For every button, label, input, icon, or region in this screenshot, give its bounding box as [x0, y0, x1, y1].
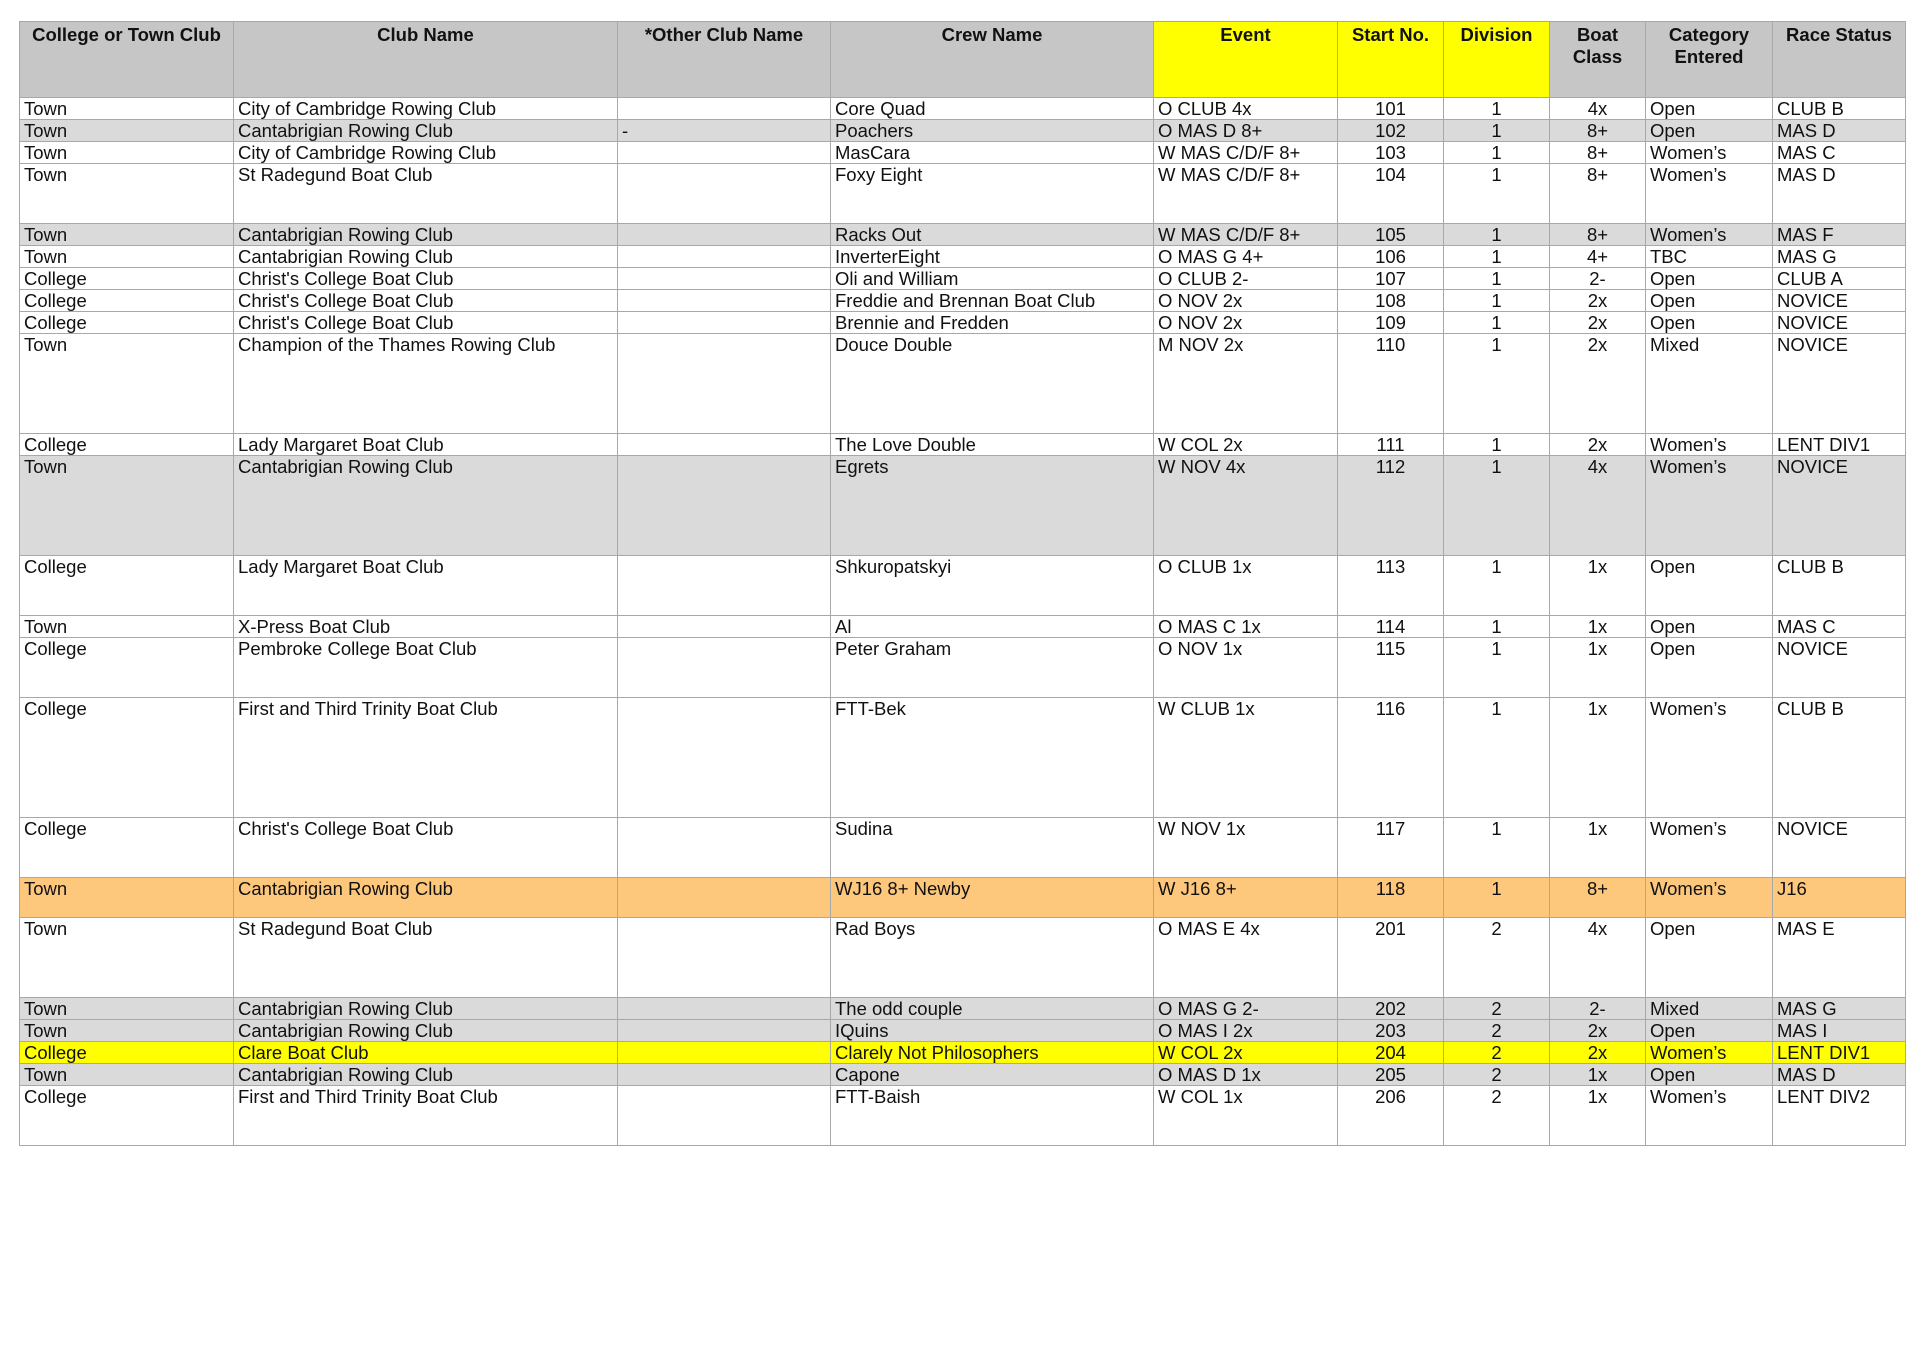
table-row [20, 698, 1906, 818]
cell-type[interactable]: Town [20, 246, 234, 268]
cell-club[interactable]: Christ's College Boat Club [234, 312, 618, 334]
cell-boat[interactable]: 2- [1550, 998, 1646, 1020]
cell-other[interactable] [618, 312, 831, 334]
table-row [20, 616, 1906, 638]
cell-club[interactable]: Champion of the Thames Rowing Club [234, 334, 618, 434]
cell-start[interactable]: 102 [1338, 120, 1444, 142]
table-row [20, 434, 1906, 456]
table-row [20, 456, 1906, 556]
cell-status[interactable]: MAS G [1773, 246, 1906, 268]
cell-crew[interactable]: Oli and William [831, 268, 1154, 290]
cell-category[interactable]: Women’s [1646, 698, 1773, 818]
cell-type[interactable]: Town [20, 334, 234, 434]
cell-status[interactable]: MAS D [1773, 164, 1906, 224]
cell-category[interactable]: Women’s [1646, 142, 1773, 164]
cell-division[interactable]: 1 [1444, 616, 1550, 638]
cell-other[interactable] [618, 456, 831, 556]
cell-division[interactable]: 1 [1444, 290, 1550, 312]
cell-type[interactable]: College [20, 1086, 234, 1146]
cell-club[interactable]: Cantabrigian Rowing Club [234, 878, 618, 918]
cell-crew[interactable]: The odd couple [831, 998, 1154, 1020]
cell-club[interactable]: Cantabrigian Rowing Club [234, 246, 618, 268]
table-row [20, 1064, 1906, 1086]
cell-boat[interactable]: 8+ [1550, 120, 1646, 142]
cell-crew[interactable]: Shkuropatskyi [831, 556, 1154, 616]
header-row [20, 22, 1906, 98]
cell-category[interactable]: Open [1646, 312, 1773, 334]
cell-start[interactable]: 204 [1338, 1042, 1444, 1064]
cell-category[interactable]: Open [1646, 1064, 1773, 1086]
cell-crew[interactable]: MasCara [831, 142, 1154, 164]
cell-status[interactable]: MAS G [1773, 998, 1906, 1020]
cell-status[interactable]: MAS F [1773, 224, 1906, 246]
cell-other[interactable]: - [618, 120, 831, 142]
cell-crew[interactable]: FTT-Bek [831, 698, 1154, 818]
cell-club[interactable]: Clare Boat Club [234, 1042, 618, 1064]
cell-crew[interactable]: IQuins [831, 1020, 1154, 1042]
cell-crew[interactable]: Sudina [831, 818, 1154, 878]
cell-boat[interactable]: 1x [1550, 1064, 1646, 1086]
cell-club[interactable]: City of Cambridge Rowing Club [234, 98, 618, 120]
cell-type[interactable]: College [20, 556, 234, 616]
cell-status[interactable]: NOVICE [1773, 334, 1906, 434]
cell-category[interactable]: Mixed [1646, 334, 1773, 434]
cell-status[interactable]: MAS I [1773, 1020, 1906, 1042]
cell-category[interactable]: Open [1646, 98, 1773, 120]
cell-division[interactable]: 2 [1444, 1042, 1550, 1064]
cell-category[interactable]: Open [1646, 918, 1773, 998]
table-row [20, 246, 1906, 268]
cell-crew[interactable]: The Love Double [831, 434, 1154, 456]
cell-type[interactable]: Town [20, 164, 234, 224]
cell-crew[interactable]: Al [831, 616, 1154, 638]
cell-status[interactable]: MAS D [1773, 120, 1906, 142]
cell-category[interactable]: Open [1646, 556, 1773, 616]
cell-start[interactable]: 108 [1338, 290, 1444, 312]
cell-boat[interactable]: 1x [1550, 616, 1646, 638]
cell-category[interactable]: TBC [1646, 246, 1773, 268]
header-college-or-town[interactable]: College or Town Club [20, 22, 234, 98]
cell-status[interactable]: MAS C [1773, 142, 1906, 164]
cell-division[interactable]: 1 [1444, 818, 1550, 878]
table-row [20, 120, 1906, 142]
cell-event[interactable]: O MAS G 4+ [1154, 246, 1338, 268]
cell-division[interactable]: 1 [1444, 434, 1550, 456]
cell-division[interactable]: 1 [1444, 98, 1550, 120]
cell-category[interactable]: Women’s [1646, 164, 1773, 224]
table-body [20, 98, 1906, 1146]
cell-type[interactable]: College [20, 268, 234, 290]
cell-boat[interactable]: 4x [1550, 456, 1646, 556]
cell-start[interactable]: 109 [1338, 312, 1444, 334]
cell-division[interactable]: 2 [1444, 1064, 1550, 1086]
cell-event[interactable]: W MAS C/D/F 8+ [1154, 164, 1338, 224]
cell-event[interactable]: O MAS I 2x [1154, 1020, 1338, 1042]
table-row [20, 224, 1906, 246]
table-row [20, 818, 1906, 878]
cell-other[interactable] [618, 616, 831, 638]
cell-type[interactable]: Town [20, 1064, 234, 1086]
cell-division[interactable]: 1 [1444, 638, 1550, 698]
cell-event[interactable]: W COL 2x [1154, 1042, 1338, 1064]
cell-type[interactable]: Town [20, 1020, 234, 1042]
table-row [20, 290, 1906, 312]
cell-boat[interactable]: 2x [1550, 434, 1646, 456]
cell-division[interactable]: 1 [1444, 268, 1550, 290]
cell-other[interactable] [618, 334, 831, 434]
cell-club[interactable]: City of Cambridge Rowing Club [234, 142, 618, 164]
cell-event[interactable]: W COL 1x [1154, 1086, 1338, 1146]
cell-boat[interactable]: 1x [1550, 1086, 1646, 1146]
cell-type[interactable]: Town [20, 456, 234, 556]
cell-boat[interactable]: 4+ [1550, 246, 1646, 268]
cell-start[interactable]: 101 [1338, 98, 1444, 120]
cell-status[interactable]: CLUB B [1773, 698, 1906, 818]
header-other-club-name[interactable]: *Other Club Name [618, 22, 831, 98]
cell-club[interactable]: Christ's College Boat Club [234, 268, 618, 290]
cell-other[interactable] [618, 224, 831, 246]
cell-category[interactable]: Open [1646, 638, 1773, 698]
cell-category[interactable]: Women’s [1646, 818, 1773, 878]
cell-boat[interactable]: 2x [1550, 334, 1646, 434]
cell-event[interactable]: O NOV 2x [1154, 290, 1338, 312]
cell-event[interactable]: O NOV 1x [1154, 638, 1338, 698]
cell-status[interactable]: NOVICE [1773, 290, 1906, 312]
cell-crew[interactable]: Brennie and Fredden [831, 312, 1154, 334]
table-row [20, 878, 1906, 918]
cell-boat[interactable]: 8+ [1550, 142, 1646, 164]
cell-boat[interactable]: 1x [1550, 818, 1646, 878]
cell-club[interactable]: Cantabrigian Rowing Club [234, 1064, 618, 1086]
cell-start[interactable]: 115 [1338, 638, 1444, 698]
cell-category[interactable]: Open [1646, 268, 1773, 290]
cell-start[interactable]: 114 [1338, 616, 1444, 638]
cell-type[interactable]: Town [20, 224, 234, 246]
cell-category[interactable]: Women’s [1646, 1086, 1773, 1146]
cell-other[interactable] [618, 98, 831, 120]
cell-category[interactable]: Open [1646, 616, 1773, 638]
cell-club[interactable]: X-Press Boat Club [234, 616, 618, 638]
cell-crew[interactable]: Rad Boys [831, 918, 1154, 998]
cell-club[interactable]: Cantabrigian Rowing Club [234, 1020, 618, 1042]
cell-status[interactable]: CLUB B [1773, 98, 1906, 120]
cell-division[interactable]: 1 [1444, 556, 1550, 616]
header-start-no[interactable]: Start No. [1338, 22, 1444, 98]
cell-boat[interactable]: 1x [1550, 556, 1646, 616]
cell-type[interactable]: College [20, 312, 234, 334]
cell-boat[interactable]: 8+ [1550, 224, 1646, 246]
cell-event[interactable]: O MAS C 1x [1154, 616, 1338, 638]
cell-boat[interactable]: 2x [1550, 1042, 1646, 1064]
cell-division[interactable]: 1 [1444, 698, 1550, 818]
cell-status[interactable]: MAS D [1773, 1064, 1906, 1086]
cell-category[interactable]: Mixed [1646, 998, 1773, 1020]
table-row [20, 164, 1906, 224]
cell-club[interactable]: Lady Margaret Boat Club [234, 434, 618, 456]
cell-division[interactable]: 1 [1444, 120, 1550, 142]
cell-crew[interactable]: Freddie and Brennan Boat Club [831, 290, 1154, 312]
header-club-name[interactable]: Club Name [234, 22, 618, 98]
cell-other[interactable] [618, 818, 831, 878]
cell-club[interactable]: Cantabrigian Rowing Club [234, 224, 618, 246]
cell-start[interactable]: 110 [1338, 334, 1444, 434]
cell-crew[interactable]: Poachers [831, 120, 1154, 142]
cell-other[interactable] [618, 556, 831, 616]
header-division[interactable]: Division [1444, 22, 1550, 98]
cell-crew[interactable]: Egrets [831, 456, 1154, 556]
cell-other[interactable] [618, 1086, 831, 1146]
cell-other[interactable] [618, 268, 831, 290]
table-row [20, 556, 1906, 616]
cell-club[interactable]: First and Third Trinity Boat Club [234, 698, 618, 818]
cell-boat[interactable]: 1x [1550, 698, 1646, 818]
cell-other[interactable] [618, 1020, 831, 1042]
cell-status[interactable]: NOVICE [1773, 818, 1906, 878]
cell-division[interactable]: 1 [1444, 878, 1550, 918]
cell-division[interactable]: 1 [1444, 456, 1550, 556]
cell-type[interactable]: Town [20, 998, 234, 1020]
cell-event[interactable]: W MAS C/D/F 8+ [1154, 224, 1338, 246]
cell-other[interactable] [618, 434, 831, 456]
cell-event[interactable]: W J16 8+ [1154, 878, 1338, 918]
cell-boat[interactable]: 2- [1550, 268, 1646, 290]
table-row [20, 1086, 1906, 1146]
cell-event[interactable]: W NOV 1x [1154, 818, 1338, 878]
cell-division[interactable]: 2 [1444, 998, 1550, 1020]
header-crew-name[interactable]: Crew Name [831, 22, 1154, 98]
cell-club[interactable]: Christ's College Boat Club [234, 290, 618, 312]
cell-other[interactable] [618, 1042, 831, 1064]
cell-category[interactable]: Women’s [1646, 1042, 1773, 1064]
cell-start[interactable]: 201 [1338, 918, 1444, 998]
cell-event[interactable]: W MAS C/D/F 8+ [1154, 142, 1338, 164]
cell-start[interactable]: 104 [1338, 164, 1444, 224]
cell-category[interactable]: Open [1646, 290, 1773, 312]
cell-status[interactable]: NOVICE [1773, 456, 1906, 556]
cell-division[interactable]: 2 [1444, 1086, 1550, 1146]
cell-start[interactable]: 202 [1338, 998, 1444, 1020]
cell-type[interactable]: College [20, 818, 234, 878]
cell-type[interactable]: College [20, 638, 234, 698]
cell-crew[interactable]: Foxy Eight [831, 164, 1154, 224]
cell-event[interactable]: O NOV 2x [1154, 312, 1338, 334]
cell-club[interactable]: St Radegund Boat Club [234, 164, 618, 224]
cell-category[interactable]: Women’s [1646, 434, 1773, 456]
cell-event[interactable]: O CLUB 4x [1154, 98, 1338, 120]
cell-event[interactable]: O MAS E 4x [1154, 918, 1338, 998]
cell-status[interactable]: CLUB A [1773, 268, 1906, 290]
cell-division[interactable]: 1 [1444, 142, 1550, 164]
cell-start[interactable]: 116 [1338, 698, 1444, 818]
cell-category[interactable]: Women’s [1646, 456, 1773, 556]
cell-crew[interactable]: Clarely Not Philosophers [831, 1042, 1154, 1064]
cell-division[interactable]: 1 [1444, 334, 1550, 434]
cell-club[interactable]: Pembroke College Boat Club [234, 638, 618, 698]
cell-start[interactable]: 206 [1338, 1086, 1444, 1146]
cell-boat[interactable]: 4x [1550, 98, 1646, 120]
cell-event[interactable]: O CLUB 1x [1154, 556, 1338, 616]
cell-status[interactable]: LENT DIV1 [1773, 434, 1906, 456]
cell-status[interactable]: MAS C [1773, 616, 1906, 638]
cell-category[interactable]: Open [1646, 120, 1773, 142]
cell-crew[interactable]: WJ16 8+ Newby [831, 878, 1154, 918]
cell-type[interactable]: College [20, 698, 234, 818]
cell-category[interactable]: Women’s [1646, 878, 1773, 918]
cell-other[interactable] [618, 246, 831, 268]
cell-type[interactable]: College [20, 290, 234, 312]
cell-event[interactable]: M NOV 2x [1154, 334, 1338, 434]
cell-boat[interactable]: 8+ [1550, 164, 1646, 224]
cell-event[interactable]: O MAS D 8+ [1154, 120, 1338, 142]
cell-division[interactable]: 1 [1444, 246, 1550, 268]
cell-event[interactable]: W CLUB 1x [1154, 698, 1338, 818]
cell-status[interactable]: LENT DIV1 [1773, 1042, 1906, 1064]
table-row [20, 1020, 1906, 1042]
cell-other[interactable] [618, 918, 831, 998]
cell-type[interactable]: Town [20, 878, 234, 918]
cell-crew[interactable]: Core Quad [831, 98, 1154, 120]
cell-boat[interactable]: 2x [1550, 290, 1646, 312]
cell-crew[interactable]: InverterEight [831, 246, 1154, 268]
cell-category[interactable]: Women’s [1646, 224, 1773, 246]
cell-type[interactable]: Town [20, 918, 234, 998]
cell-type[interactable]: Town [20, 120, 234, 142]
table-row [20, 998, 1906, 1020]
cell-club[interactable]: Christ's College Boat Club [234, 818, 618, 878]
cell-start[interactable]: 103 [1338, 142, 1444, 164]
cell-type[interactable]: College [20, 434, 234, 456]
table-row [20, 98, 1906, 120]
cell-division[interactable]: 1 [1444, 164, 1550, 224]
header-event[interactable]: Event [1154, 22, 1338, 98]
table-row [20, 142, 1906, 164]
cell-crew[interactable]: Racks Out [831, 224, 1154, 246]
race-entries-table [19, 21, 1906, 1146]
cell-division[interactable]: 2 [1444, 1020, 1550, 1042]
header-race-status[interactable]: Race Status [1773, 22, 1906, 98]
cell-event[interactable]: O CLUB 2- [1154, 268, 1338, 290]
cell-start[interactable]: 205 [1338, 1064, 1444, 1086]
table-row [20, 638, 1906, 698]
cell-division[interactable]: 1 [1444, 312, 1550, 334]
cell-status[interactable]: LENT DIV2 [1773, 1086, 1906, 1146]
cell-start[interactable]: 118 [1338, 878, 1444, 918]
cell-other[interactable] [618, 878, 831, 918]
cell-status[interactable]: NOVICE [1773, 312, 1906, 334]
cell-event[interactable]: W COL 2x [1154, 434, 1338, 456]
table-row [20, 312, 1906, 334]
cell-other[interactable] [618, 998, 831, 1020]
cell-crew[interactable]: Peter Graham [831, 638, 1154, 698]
cell-start[interactable]: 112 [1338, 456, 1444, 556]
cell-division[interactable]: 1 [1444, 224, 1550, 246]
cell-boat[interactable]: 1x [1550, 638, 1646, 698]
cell-crew[interactable]: Capone [831, 1064, 1154, 1086]
cell-club[interactable]: Cantabrigian Rowing Club [234, 120, 618, 142]
table-row [20, 1042, 1906, 1064]
cell-start[interactable]: 203 [1338, 1020, 1444, 1042]
cell-other[interactable] [618, 1064, 831, 1086]
cell-category[interactable]: Open [1646, 1020, 1773, 1042]
cell-boat[interactable]: 2x [1550, 312, 1646, 334]
cell-other[interactable] [618, 638, 831, 698]
cell-start[interactable]: 106 [1338, 246, 1444, 268]
cell-status[interactable]: MAS E [1773, 918, 1906, 998]
cell-status[interactable]: J16 [1773, 878, 1906, 918]
cell-status[interactable]: NOVICE [1773, 638, 1906, 698]
cell-start[interactable]: 111 [1338, 434, 1444, 456]
cell-boat[interactable]: 2x [1550, 1020, 1646, 1042]
cell-club[interactable]: Cantabrigian Rowing Club [234, 998, 618, 1020]
cell-start[interactable]: 107 [1338, 268, 1444, 290]
cell-type[interactable]: College [20, 1042, 234, 1064]
cell-club[interactable]: Lady Margaret Boat Club [234, 556, 618, 616]
cell-boat[interactable]: 8+ [1550, 878, 1646, 918]
cell-crew[interactable]: FTT-Baish [831, 1086, 1154, 1146]
cell-type[interactable]: Town [20, 616, 234, 638]
header-boat-class[interactable]: Boat Class [1550, 22, 1646, 98]
cell-other[interactable] [618, 164, 831, 224]
cell-start[interactable]: 117 [1338, 818, 1444, 878]
cell-crew[interactable]: Douce Double [831, 334, 1154, 434]
cell-club[interactable]: St Radegund Boat Club [234, 918, 618, 998]
cell-other[interactable] [618, 290, 831, 312]
cell-type[interactable]: Town [20, 142, 234, 164]
cell-other[interactable] [618, 698, 831, 818]
cell-status[interactable]: CLUB B [1773, 556, 1906, 616]
cell-event[interactable]: O MAS G 2- [1154, 998, 1338, 1020]
table-row [20, 918, 1906, 998]
cell-start[interactable]: 113 [1338, 556, 1444, 616]
cell-event[interactable]: W NOV 4x [1154, 456, 1338, 556]
cell-type[interactable]: Town [20, 98, 234, 120]
cell-start[interactable]: 105 [1338, 224, 1444, 246]
cell-other[interactable] [618, 142, 831, 164]
cell-event[interactable]: O MAS D 1x [1154, 1064, 1338, 1086]
cell-club[interactable]: First and Third Trinity Boat Club [234, 1086, 618, 1146]
table-row [20, 268, 1906, 290]
table-row [20, 334, 1906, 434]
header-category-entered[interactable]: Category Entered [1646, 22, 1773, 98]
cell-club[interactable]: Cantabrigian Rowing Club [234, 456, 618, 556]
cell-division[interactable]: 2 [1444, 918, 1550, 998]
cell-boat[interactable]: 4x [1550, 918, 1646, 998]
